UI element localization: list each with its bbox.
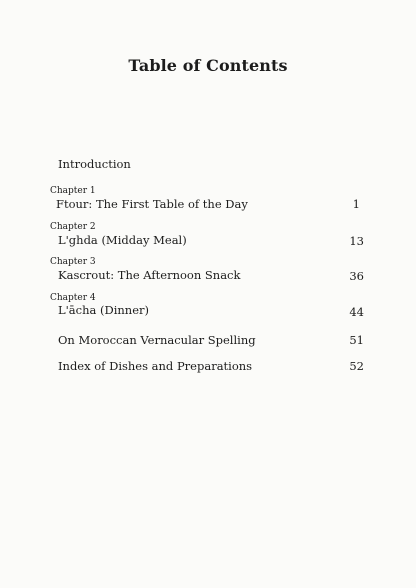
chapter-4-page: 44 — [349, 305, 364, 319]
chapter-1-title[interactable]: Ftour: The First Table of the Day — [56, 197, 248, 211]
chapter-3-page: 36 — [349, 269, 364, 283]
chapter-3-title[interactable]: Kascrout: The Afternoon Snack — [58, 268, 241, 282]
chapter-3-label: Chapter 3 — [50, 257, 96, 267]
chapter-1-label: Chapter 1 — [50, 186, 96, 196]
toc-introduction[interactable]: Introduction — [58, 157, 131, 171]
appendix-spelling-page: 51 — [349, 333, 364, 347]
page-title: Table of Contents — [128, 56, 288, 75]
appendix-index-page: 52 — [349, 359, 364, 373]
appendix-index-title[interactable]: Index of Dishes and Preparations — [58, 359, 253, 373]
chapter-2-title[interactable]: L'ghda (Midday Meal) — [58, 233, 187, 247]
chapter-2-label: Chapter 2 — [50, 222, 96, 232]
appendix-spelling-title[interactable]: On Moroccan Vernacular Spelling — [58, 333, 256, 347]
chapter-4-label: Chapter 4 — [50, 293, 96, 303]
chapter-1-page: 1 — [352, 197, 360, 211]
chapter-2-page: 13 — [349, 234, 364, 248]
chapter-4-title[interactable]: L'ācha (Dinner) — [58, 303, 150, 317]
